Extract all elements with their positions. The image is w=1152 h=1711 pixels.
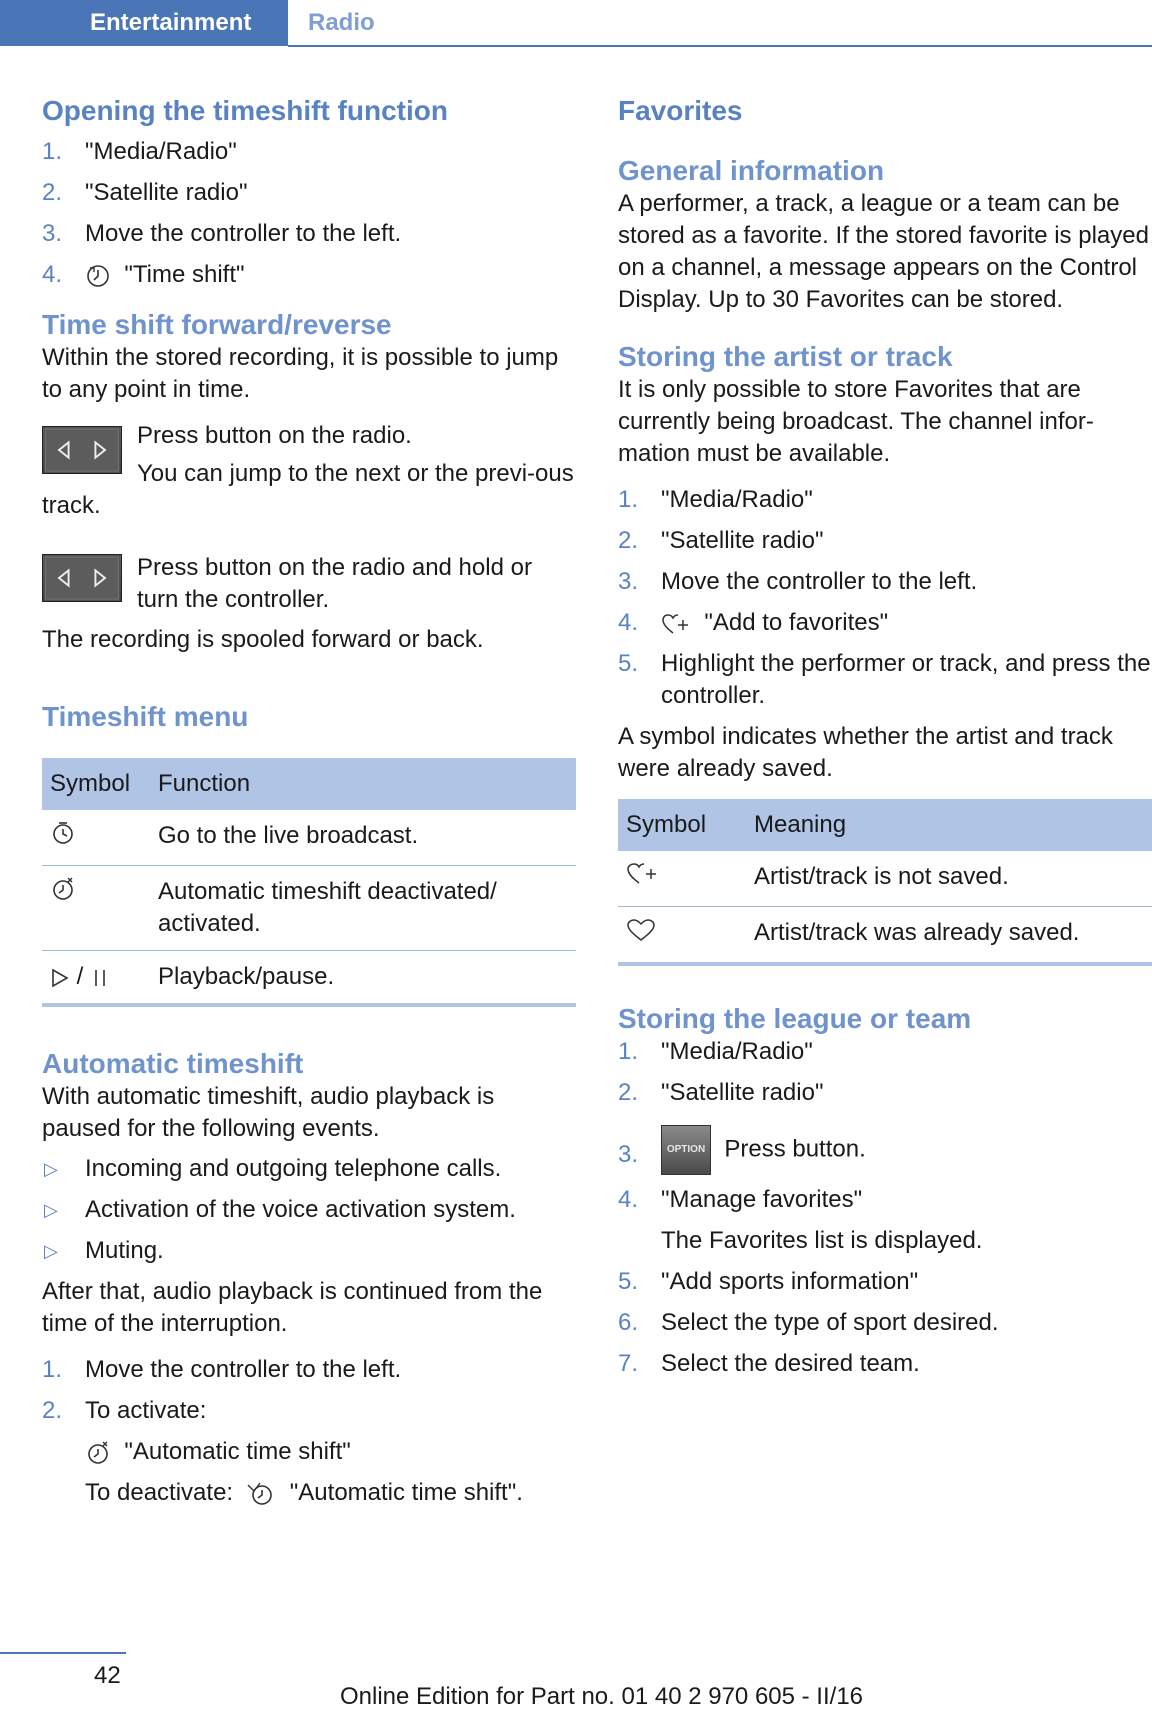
press-hold-text: Press button on the radio and hold or turn the controller. — [137, 554, 532, 613]
col-header-symbol: Symbol — [618, 799, 746, 851]
prev-next-button-icon — [42, 426, 122, 474]
list-item: 1. "Media/Radio" — [618, 1038, 813, 1065]
page-number: 42 — [94, 1662, 121, 1689]
play-icon — [50, 967, 70, 989]
time-shift-icon — [85, 263, 111, 289]
table-header-row — [618, 799, 1152, 851]
auto-timeshift-icon — [85, 1440, 111, 1466]
general-text: A performer, a track, a league or a team can be stored as a favorite. If the stored favorite is played on a channel, a message appears on the Control Display. Up to 30 Favorites can be stored. — [618, 190, 1149, 313]
list-item: 6. Select the type of sport desired. — [618, 1309, 999, 1336]
page-header — [0, 0, 1152, 48]
jump-text: You can jump to the next or the previ‐ous track. — [42, 460, 574, 519]
list-item: 3. Move the controller to the left. — [618, 568, 978, 595]
list-item: 1. "Media/Radio" — [618, 486, 813, 513]
press-button-text: Press button on the radio. — [137, 422, 412, 449]
list-item: 2. To activate: — [42, 1397, 207, 1424]
heading-timeshift-menu: Timeshift menu — [42, 701, 249, 732]
timeshift-menu-table — [42, 758, 576, 1007]
add-favorite-icon — [661, 612, 691, 636]
league-steps-cont — [618, 1266, 1152, 1380]
auto-steps — [42, 1354, 576, 1427]
opening-steps — [42, 136, 576, 291]
pause-icon — [90, 967, 110, 989]
auto-events-list — [42, 1153, 576, 1267]
heading-storing-league: Storing the league or team — [618, 1003, 972, 1034]
artist-intro: It is only possible to store Favorites that are currently being broadcast. The channel infor‐mation must be available. — [618, 376, 1094, 467]
prev-next-row-1 — [42, 420, 576, 522]
list-item: 2. "Satellite radio" — [42, 179, 248, 206]
list-item: ▷ Incoming and outgoing telephone calls. — [44, 1155, 502, 1182]
table-row: Go to the live broadcast. — [42, 810, 576, 866]
list-item: 7. Select the desired team. — [618, 1350, 920, 1377]
left-column — [42, 94, 576, 1518]
list-item: ▷ Activation of the voice activation system. — [44, 1196, 516, 1223]
spooled-text: The recording is spooled forward or back. — [42, 626, 484, 653]
table-row: Artist/track is not saved. — [618, 851, 1152, 907]
add-favorite-icon — [626, 861, 660, 887]
table-row: / Playback/pause. — [42, 951, 576, 1006]
play-pause-separator: / — [70, 963, 91, 990]
list-item: 4. "Time shift" — [42, 261, 245, 288]
section-tab-entertainment: Entertainment — [0, 0, 288, 46]
list-item: ▷ Muting. — [44, 1237, 164, 1264]
artist-steps — [618, 484, 1152, 712]
auto-intro: With automatic timeshift, audio playback is paused for the following events. — [42, 1083, 495, 1142]
table-row: Artist/track was already saved. — [618, 907, 1152, 965]
section-tab-radio: Radio — [308, 9, 375, 36]
edition-text: Online Edition for Part no. 01 40 2 970 605 - II/16 — [340, 1683, 864, 1710]
favorites-symbol-table — [618, 799, 1152, 966]
heading-favorites: Favorites — [618, 95, 743, 126]
live-broadcast-icon — [50, 820, 76, 846]
list-item: 5. Highlight the performer or track, and press the controller. — [618, 650, 1151, 709]
auto-timeshift-icon — [50, 876, 76, 902]
list-item: 1. "Media/Radio" — [42, 138, 237, 165]
right-column — [618, 94, 1152, 1389]
heading-general-information: General information — [618, 155, 885, 186]
list-item: 5. "Add sports information" — [618, 1268, 919, 1295]
table-header-row — [42, 758, 576, 810]
table-row: Automatic timeshift deactivated/ activated. — [42, 866, 576, 951]
header-rule — [288, 45, 1152, 47]
activate-line: "Automatic time shift" — [42, 1436, 576, 1468]
list-item: 2. "Satellite radio" — [618, 527, 824, 554]
heart-icon — [626, 917, 656, 943]
footer-rule — [0, 1652, 126, 1654]
col-header-function: Function — [150, 758, 576, 810]
list-shown-text: The Favorites list is displayed. — [661, 1227, 983, 1254]
symbol-indicates-text: A symbol indicates whether the artist and track were already saved. — [618, 723, 1113, 782]
list-item: 4. "Add to favorites" — [618, 609, 889, 636]
league-steps — [618, 1036, 1152, 1216]
heading-automatic-timeshift: Automatic timeshift — [42, 1048, 304, 1079]
col-header-meaning: Meaning — [746, 799, 1152, 851]
list-item: 3. Move the controller to the left. — [42, 220, 402, 247]
prev-next-row-2 — [42, 552, 576, 616]
prev-next-button-icon — [42, 554, 122, 602]
col-header-symbol: Symbol — [42, 758, 150, 810]
heading-time-shift: Time shift forward/reverse — [42, 309, 392, 340]
auto-timeshift-off-icon — [246, 1481, 276, 1507]
list-item: 4. "Manage favorites" — [618, 1186, 863, 1213]
heading-opening-timeshift: Opening the timeshift function — [42, 95, 448, 126]
list-item: 2. "Satellite radio" — [618, 1079, 824, 1106]
option-button-icon: OPTION — [661, 1125, 711, 1175]
deactivate-line: To deactivate: "Automatic time shift". — [85, 1479, 523, 1506]
shift-intro: Within the stored recording, it is possible to jump to any point in time. — [42, 344, 559, 403]
list-item: 3. OPTION Press button. — [618, 1125, 1152, 1175]
after-text: After that, audio playback is continued from the time of the interruption. — [42, 1278, 543, 1337]
heading-storing-artist: Storing the artist or track — [618, 341, 953, 372]
list-item: 1. Move the controller to the left. — [42, 1356, 402, 1383]
